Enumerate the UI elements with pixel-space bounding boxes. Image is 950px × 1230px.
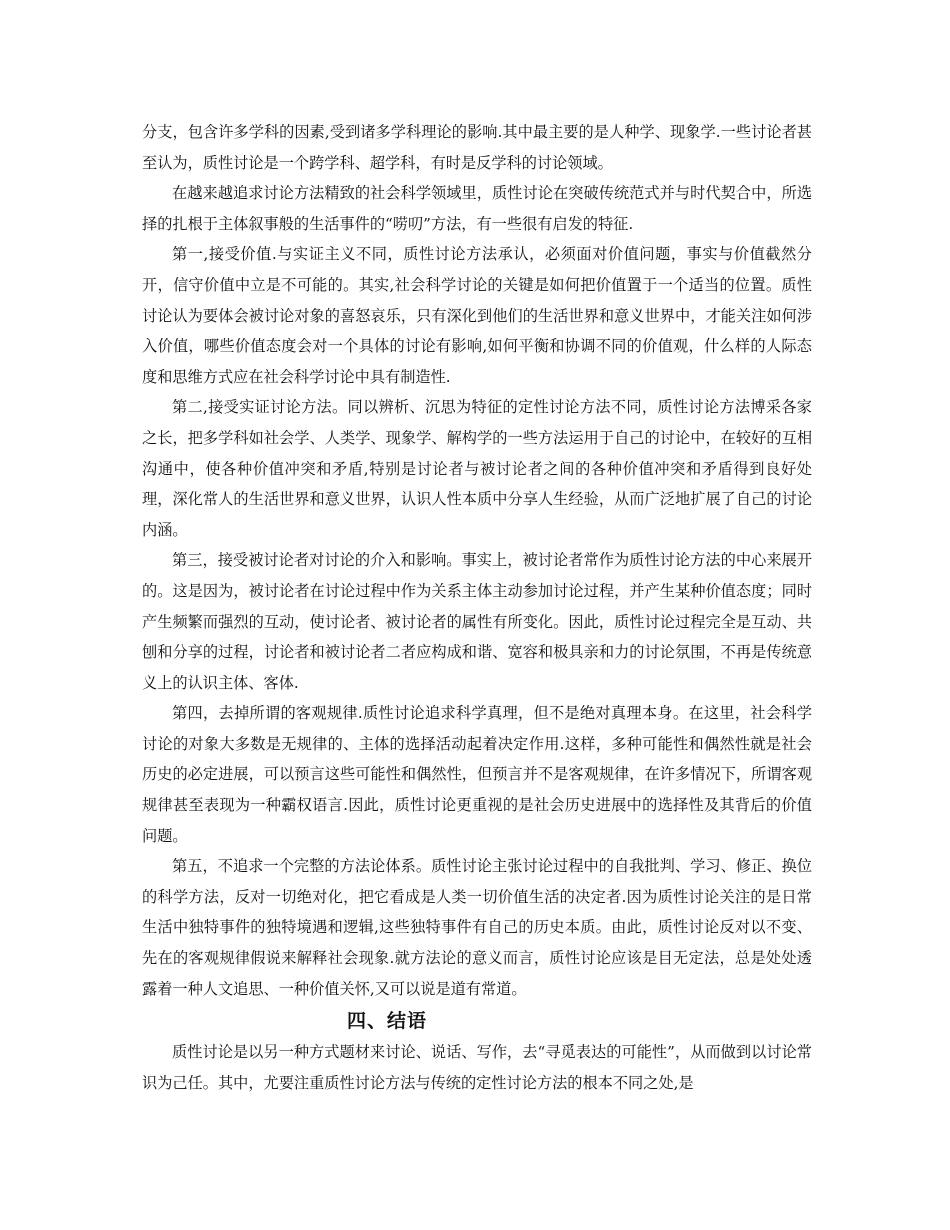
paragraph: 分支，包含许多学科的因素,受到诸多学科理论的影响.其中最主要的是人种学、现象学.一些讨论者甚至认为，质性讨论是一个跨学科、超学科，有时是反学科的讨论领域。 [142,123,812,172]
paragraph: 质性讨论是以另一种方式题材来讨论、说话、写作，去“寻觅表达的可能性”，从而做到以讨论常识为己任。其中，尤要注重质性讨论方法与传统的定性讨论方法的根本不同之处,是 [142,1043,812,1092]
paragraph: 在越来越追求讨论方法精致的社会科学领域里，质性讨论在突破传统范式并与时代契合中，所选择的扎根于主体叙事般的生活事件的“唠叨”方法，有一些很有启发的特征. [142,184,812,233]
paragraph: 第四，去掉所谓的客观规律.质性讨论追求科学真理，但不是绝对真理本身。在这里，社会科学讨论的对象大多数是无规律的、主体的选择活动起着决定作用.这样，多种可能性和偶然性就是社会历史的必定进展，可以预言这些可能性和偶然性，但预言并不是客观规律，在许多情况下，所谓客观规律甚至表现为一种霸权语言.因此，质性讨论更重视的是社会历史进展中的选择性及其背后的价值问题。 [142,704,812,845]
document-body [142,117,812,1098]
paragraph: 第三，接受被讨论者对讨论的介入和影响。事实上，被讨论者常作为质性讨论方法的中心来展开的。这是因为，被讨论者在讨论过程中作为关系主体主动参加讨论过程，并产生某种价值态度；同时产生频繁而强烈的互动，使讨论者、被讨论者的属性有所变化。因此，质性讨论过程完全是互动、共刨和分享的过程，讨论者和被讨论者二者应构成和谐、宽容和极具亲和力的讨论氛围，不再是传统意义上的认识主体、客体. [142,551,812,692]
paragraph: 第五，不追求一个完整的方法论体系。质性讨论主张讨论过程中的自我批判、学习、修正、换位的科学方法，反对一切绝对化，把它看成是人类一切价值生活的决定者.因为质性讨论关注的是日常生活中独特事件的独特境遇和逻辑,这些独特事件有自己的历史本质。由此，质性讨论反对以不变、先在的客观规律假说来解释社会现象.就方法论的意义而言，质性讨论应该是目无定法，总是处处透露着一种人文追思、一种价值关怀,又可以说是道有常道。 [142,857,812,998]
paragraph: 第一,接受价值.与实证主义不同，质性讨论方法承认，必须面对价值问题，事实与价值截然分开，信守价值中立是不可能的。其实,社会科学讨论的关键是如何把价值置于一个适当的位置。质性讨论认为要体会被讨论对象的喜怒哀乐，只有深化到他们的生活世界和意义世界中，才能关注如何涉入价值，哪些价值态度会对一个具体的讨论有影响,如何平衡和协调不同的价值观，什么样的人际态度和思维方式应在社会科学讨论中具有制造性. [142,245,812,386]
section-heading: 四、结语 [347,1010,428,1033]
paragraph: 第二,接受实证讨论方法。同以辨析、沉思为特征的定性讨论方法不同，质性讨论方法博采各家之长，把多学科如社会学、人类学、现象学、解构学的一些方法运用于自己的讨论中，在较好的互相沟通中，使各种价值冲突和矛盾,特别是讨论者与被讨论者之间的各种价值冲突和矛盾得到良好处理，深化常人的生活世界和意义世界，认识人性本质中分享人生经验，从而广泛地扩展了自己的讨论内涵。 [142,398,812,539]
